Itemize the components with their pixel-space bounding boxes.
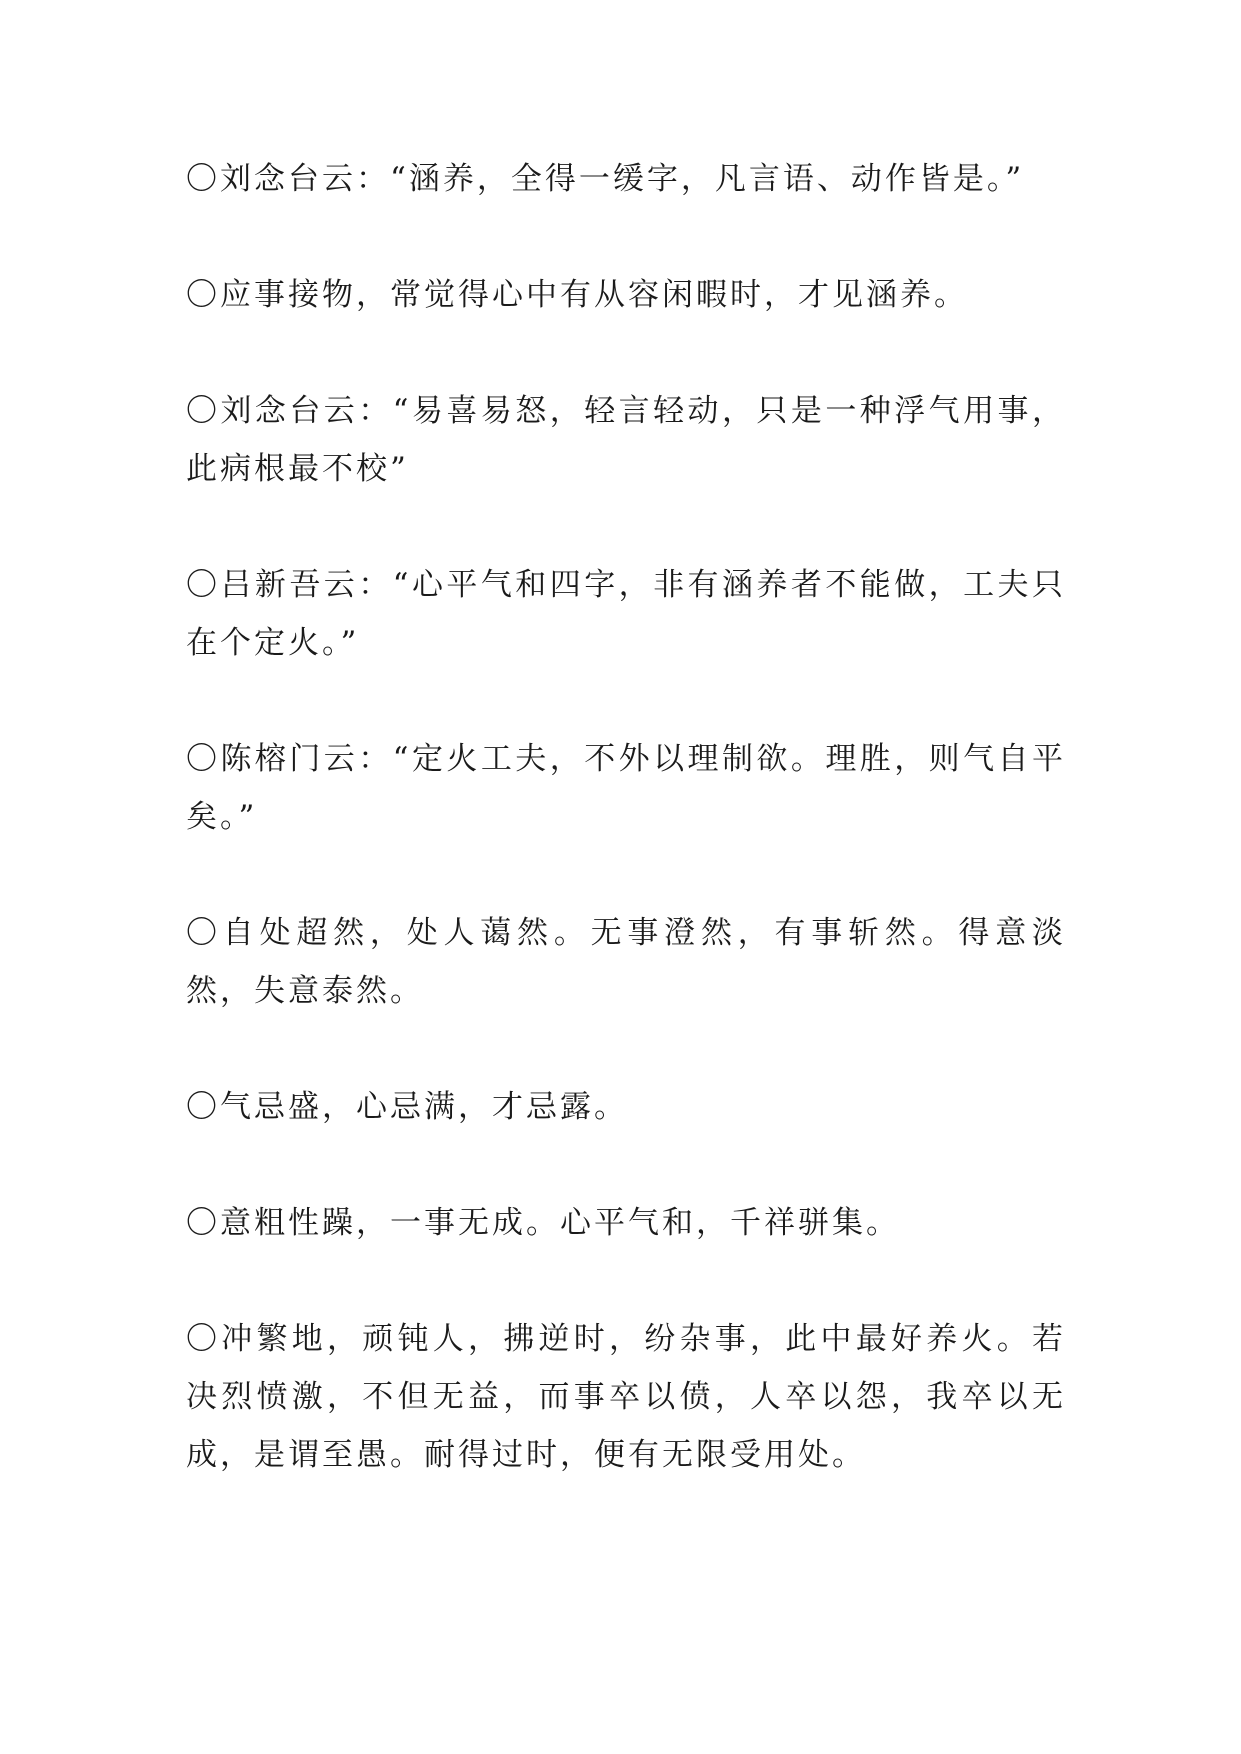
paragraph-3: 〇刘念台云：“易喜易怒，轻言轻动，只是一种浮气用事，此病根最不校” [186, 393, 1066, 487]
paragraph-5: 〇陈榕门云：“定火工夫，不外以理制欲。理胜，则气自平矣。” [186, 741, 1066, 835]
document-body [186, 150, 1066, 1542]
paragraph-7: 〇气忌盛，心忌满，才忌露。 [186, 1089, 628, 1125]
paragraph-8: 〇意粗性躁，一事无成。心平气和，千祥骈集。 [186, 1205, 900, 1241]
paragraph-4: 〇吕新吾云：“心平气和四字，非有涵养者不能做，工夫只在个定火。” [186, 567, 1066, 661]
paragraph-1: 〇刘念台云：“涵养，全得一缓字，凡言语、动作皆是。” [186, 161, 1025, 197]
paragraph-2: 〇应事接物，常觉得心中有从容闲暇时，才见涵养。 [186, 277, 968, 313]
paragraph-6: 〇自处超然，处人蔼然。无事澄然，有事斩然。得意淡然，失意泰然。 [186, 915, 1066, 1009]
paragraph-9: 〇冲繁地，顽钝人，拂逆时，纷杂事，此中最好养火。若决烈愤激，不但无益，而事卒以偾，人卒以怨，我卒以无成，是谓至愚。耐得过时，便有无限受用处。 [186, 1321, 1066, 1473]
